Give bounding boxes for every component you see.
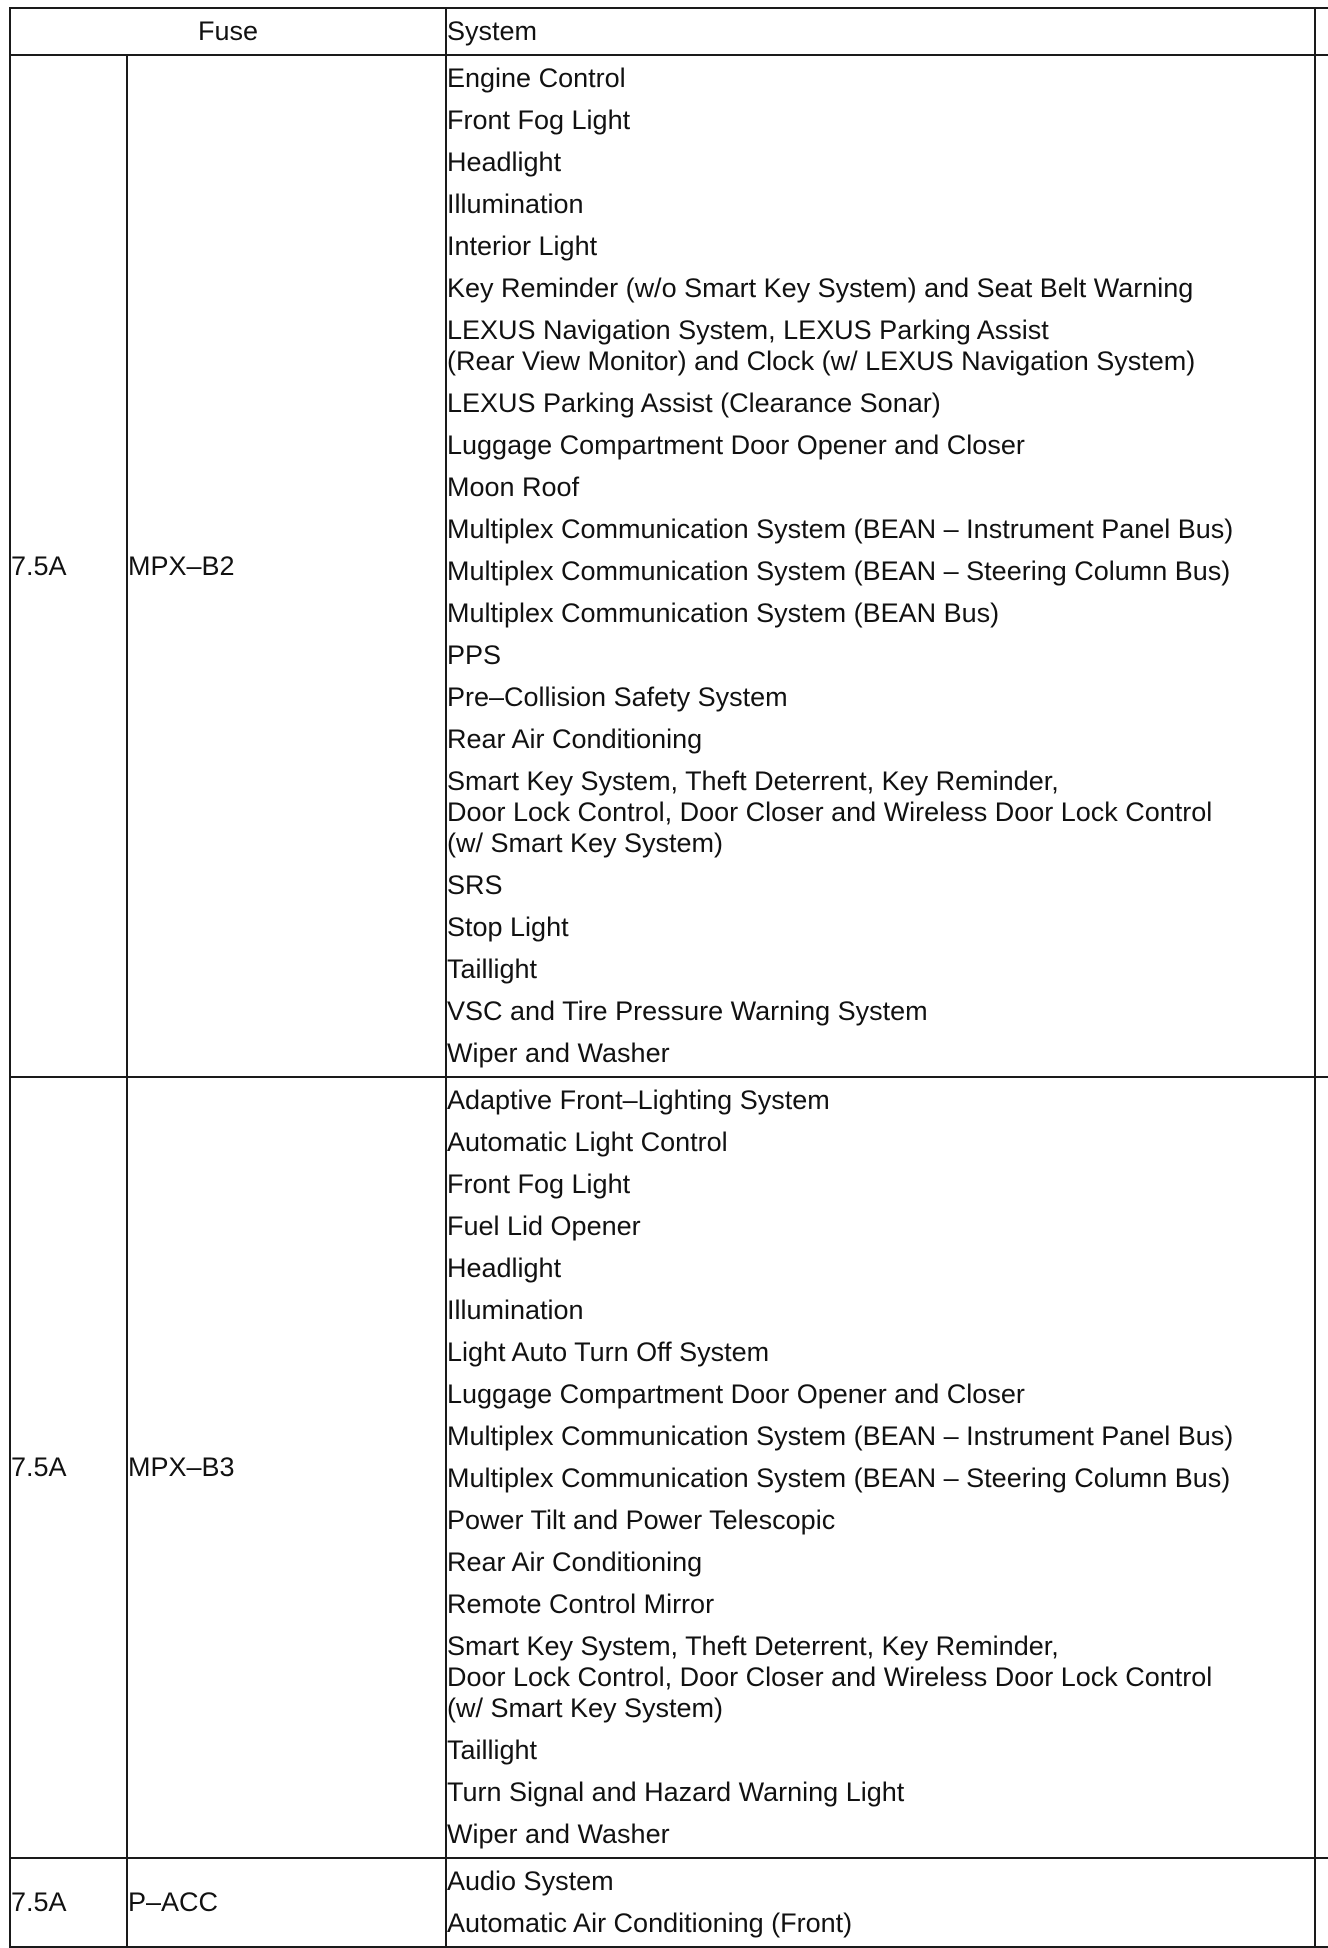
fuse-systems-cell	[446, 1077, 1315, 1858]
system-item: LEXUS Parking Assist (Clearance Sonar)	[447, 388, 941, 418]
fuse-systems-cell	[446, 55, 1315, 1077]
header-extra-column	[1315, 8, 1328, 55]
system-item: Rear Air Conditioning	[447, 1547, 703, 1577]
header-system: System	[446, 8, 1315, 55]
system-list	[447, 1078, 1314, 1857]
system-item: LEXUS Navigation System, LEXUS Parking Assist (Rear View Monitor) and Clock (w/ LEXUS Navigation System)	[447, 315, 1196, 376]
system-item: Multiplex Communication System (BEAN – Steering Column Bus)	[447, 1463, 1231, 1493]
extra-column-cell	[1315, 1858, 1328, 1947]
system-item: Front Fog Light	[447, 1169, 631, 1199]
system-item: Turn Signal and Hazard Warning Light	[447, 1777, 905, 1807]
system-list	[447, 1859, 1314, 1946]
system-item: Smart Key System, Theft Deterrent, Key Reminder, Door Lock Control, Door Closer and Wireless Door Lock Control (w/ Smart Key System)	[447, 766, 1213, 858]
system-list	[447, 56, 1314, 1076]
system-item: Key Reminder (w/o Smart Key System) and Seat Belt Warning	[447, 273, 1194, 303]
fuse-row	[10, 55, 1328, 1077]
fuse-amperage: 7.5A	[10, 55, 127, 1077]
fuse-row	[10, 1077, 1328, 1858]
header-row	[10, 8, 1328, 55]
system-item: Multiplex Communication System (BEAN – Steering Column Bus)	[447, 556, 1231, 586]
system-item: VSC and Tire Pressure Warning System	[447, 996, 928, 1026]
fuse-amperage: 7.5A	[10, 1077, 127, 1858]
system-item: Stop Light	[447, 912, 569, 942]
fuse-systems-cell	[446, 1858, 1315, 1947]
header-fuse: Fuse	[10, 8, 446, 55]
extra-column-cell	[1315, 1077, 1328, 1858]
system-item: PPS	[447, 640, 502, 670]
system-item: Multiplex Communication System (BEAN – Instrument Panel Bus)	[447, 1421, 1234, 1451]
system-item: Moon Roof	[447, 472, 580, 502]
system-item: Light Auto Turn Off System	[447, 1337, 770, 1367]
system-item: Power Tilt and Power Telescopic	[447, 1505, 836, 1535]
system-item: Illumination	[447, 189, 584, 219]
system-item: Wiper and Washer	[447, 1819, 670, 1849]
system-item: Audio System	[447, 1866, 614, 1896]
fuse-amperage: 7.5A	[10, 1858, 127, 1947]
system-item: Rear Air Conditioning	[447, 724, 703, 754]
system-item: Smart Key System, Theft Deterrent, Key Reminder, Door Lock Control, Door Closer and Wireless Door Lock Control (w/ Smart Key System)	[447, 1631, 1213, 1723]
system-item: Interior Light	[447, 231, 598, 261]
fuse-name: P–ACC	[127, 1858, 446, 1947]
fuse-row	[10, 1858, 1328, 1947]
system-item: SRS	[447, 870, 503, 900]
fuse-rows	[10, 55, 1328, 1947]
system-item: Headlight	[447, 147, 562, 177]
fuse-table	[9, 7, 1328, 1948]
system-item: Illumination	[447, 1295, 584, 1325]
system-item: Headlight	[447, 1253, 562, 1283]
system-item: Taillight	[447, 954, 538, 984]
system-item: Front Fog Light	[447, 105, 631, 135]
system-item: Engine Control	[447, 63, 626, 93]
fuse-name: MPX–B3	[127, 1077, 446, 1858]
system-item: Fuel Lid Opener	[447, 1211, 641, 1241]
fuse-name: MPX–B2	[127, 55, 446, 1077]
system-item: Taillight	[447, 1735, 538, 1765]
system-item: Adaptive Front–Lighting System	[447, 1085, 830, 1115]
extra-column-cell	[1315, 55, 1328, 1077]
system-item: Luggage Compartment Door Opener and Closer	[447, 430, 1025, 460]
system-item: Wiper and Washer	[447, 1038, 670, 1068]
system-item: Remote Control Mirror	[447, 1589, 715, 1619]
system-item: Luggage Compartment Door Opener and Closer	[447, 1379, 1025, 1409]
system-item: Automatic Air Conditioning (Front)	[447, 1908, 853, 1938]
system-item: Automatic Light Control	[447, 1127, 728, 1157]
system-item: Multiplex Communication System (BEAN Bus)	[447, 598, 1000, 628]
system-item: Pre–Collision Safety System	[447, 682, 788, 712]
system-item: Multiplex Communication System (BEAN – Instrument Panel Bus)	[447, 514, 1234, 544]
